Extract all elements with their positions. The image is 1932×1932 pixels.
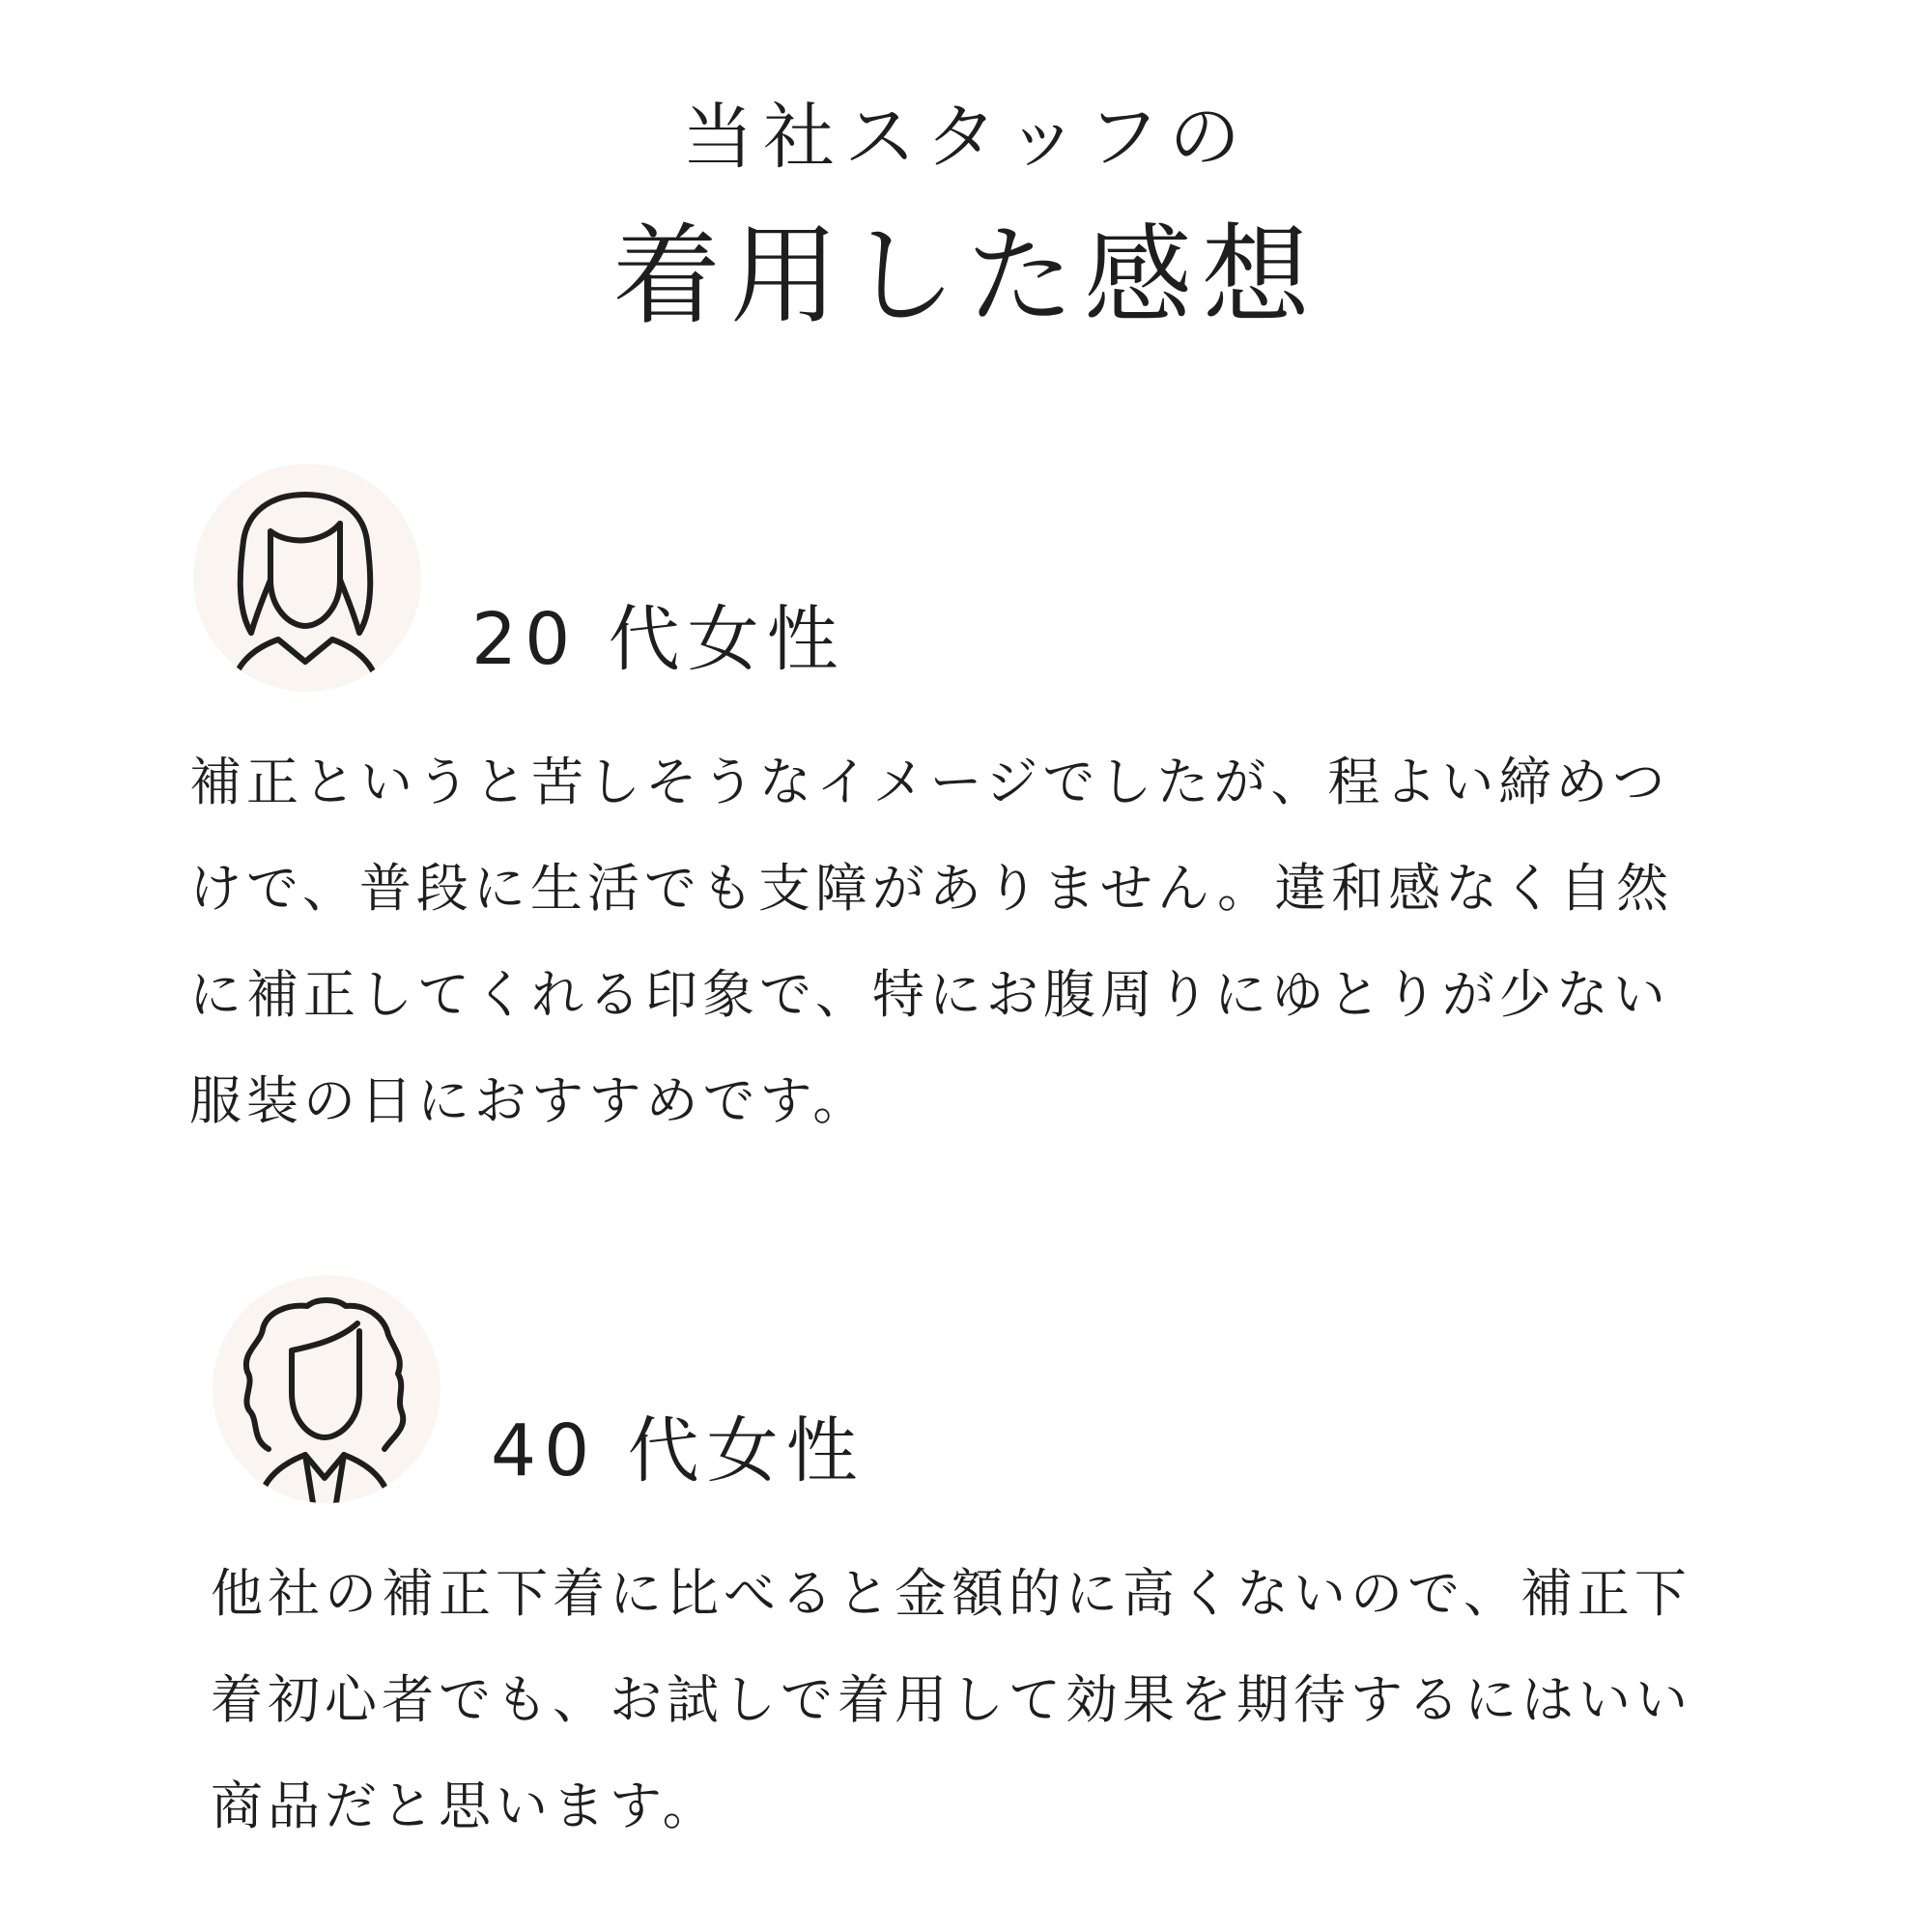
header-subtitle: 当社スタッフの: [682, 96, 1250, 179]
review-comment: [189, 729, 1803, 1154]
comment-line: 服装の日におすすめです。: [189, 1070, 870, 1131]
avatar: [213, 1275, 440, 1503]
reviewer-label: 20 代女性: [471, 598, 846, 681]
page-title: 着用した感想: [612, 213, 1320, 339]
woman-curly-hair-icon: [213, 1275, 440, 1503]
woman-straight-hair-icon: [193, 464, 421, 692]
comment-line: 着初心者でも、お試しで着用して効果を期待するにはいい: [211, 1669, 1692, 1730]
comment-line: 他社の補正下着に比べると金額的に高くないので、補正下: [211, 1563, 1691, 1624]
review-comment: [211, 1541, 1824, 1860]
reviewer-label: 40 代女性: [491, 1409, 866, 1492]
avatar: [193, 464, 421, 692]
comment-line: 商品だと思います。: [211, 1776, 720, 1836]
comment-line: に補正してくれる印象で、特にお腹周りにゆとりが少ない: [189, 964, 1670, 1025]
comment-line: 補正というと苦しそうなイメージでしたが、程よい締めつ: [189, 752, 1670, 812]
comment-line: けで、普段に生活でも支障がありません。違和感なく自然: [189, 858, 1674, 919]
